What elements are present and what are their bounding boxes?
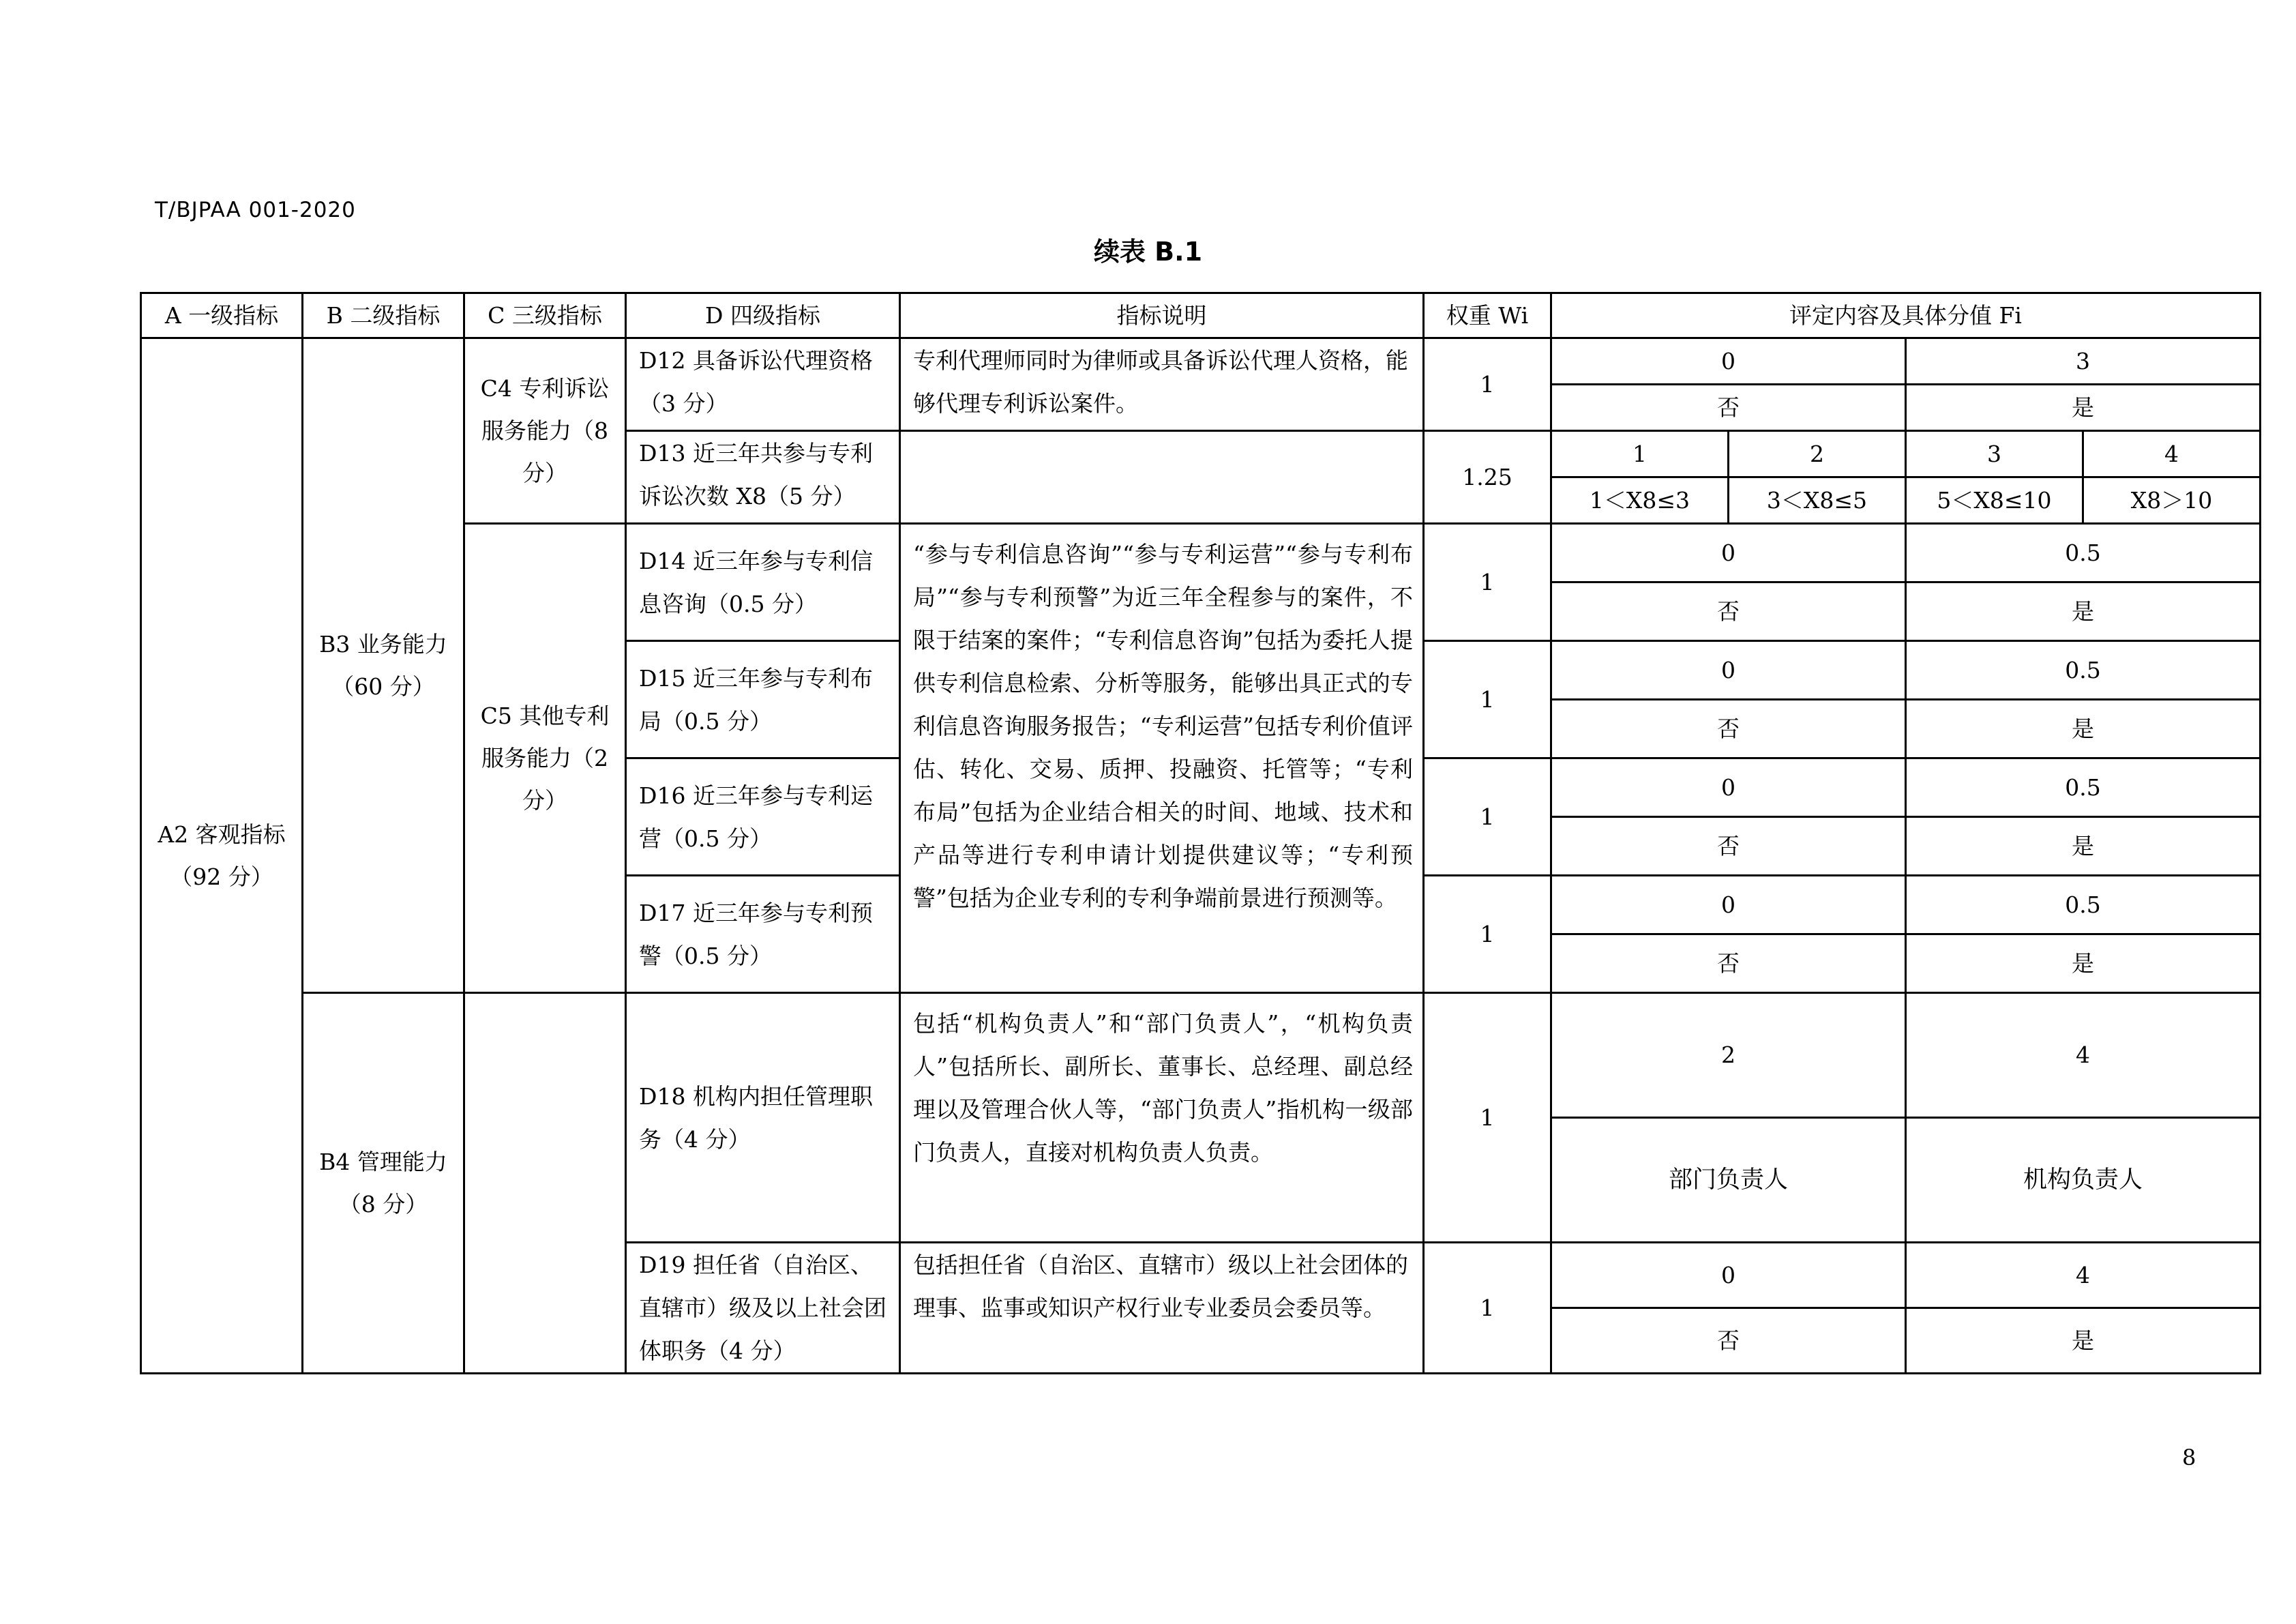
col-c-header: C 三级指标 bbox=[464, 293, 626, 338]
d18-score-1: 4 bbox=[1906, 993, 2261, 1118]
d16-score-1: 0.5 bbox=[1906, 758, 2261, 817]
col-desc-header: 指标说明 bbox=[900, 293, 1424, 338]
d18-score-0: 2 bbox=[1551, 993, 1906, 1118]
d13-score-2: 3 bbox=[1906, 431, 2083, 477]
d13-weight: 1.25 bbox=[1424, 431, 1551, 524]
d12-criterion-1: 是 bbox=[1906, 385, 2261, 431]
d19-weight: 1 bbox=[1424, 1243, 1551, 1374]
table-title: 续表 B.1 bbox=[1093, 237, 1203, 267]
d16-score-0: 0 bbox=[1551, 758, 1906, 817]
d13-score-0: 1 bbox=[1551, 431, 1729, 477]
d15-indicator: D15 近三年参与专利布局（0.5 分） bbox=[626, 641, 900, 758]
col-a-header: A 一级指标 bbox=[141, 293, 303, 338]
d14-weight: 1 bbox=[1424, 524, 1551, 641]
d14-criterion-1: 是 bbox=[1906, 582, 2261, 641]
d19-description: 包括担任省（自治区、直辖市）级以上社会团体的理事、监事或知识产权行业专业委员会委员等。 bbox=[900, 1243, 1424, 1374]
d12-score-0: 0 bbox=[1551, 338, 1906, 385]
evaluation-table bbox=[140, 292, 2261, 1374]
b3-indicator: B3 业务能力（60 分） bbox=[303, 338, 464, 993]
d15-weight: 1 bbox=[1424, 641, 1551, 758]
d19-score-1: 4 bbox=[1906, 1243, 2261, 1308]
d12-description: 专利代理师同时为律师或具备诉讼代理人资格，能够代理专利诉讼案件。 bbox=[900, 338, 1424, 431]
d15-score-0: 0 bbox=[1551, 641, 1906, 700]
document-code: T/BJPAA 001-2020 bbox=[155, 198, 356, 222]
d14-score-1: 0.5 bbox=[1906, 524, 2261, 582]
d17-score-0: 0 bbox=[1551, 876, 1906, 934]
c5-indicator: C5 其他专利服务能力（2 分） bbox=[464, 524, 626, 993]
d13-score-1: 2 bbox=[1729, 431, 1906, 477]
d19-score-0: 0 bbox=[1551, 1243, 1906, 1308]
d14-criterion-0: 否 bbox=[1551, 582, 1906, 641]
page-number: 8 bbox=[2182, 1445, 2196, 1471]
d16-indicator: D16 近三年参与专利运营（0.5 分） bbox=[626, 758, 900, 876]
d15-score-1: 0.5 bbox=[1906, 641, 2261, 700]
d15-criterion-1: 是 bbox=[1906, 700, 2261, 758]
d16-criterion-1: 是 bbox=[1906, 817, 2261, 876]
a2-indicator: A2 客观指标（92 分） bbox=[141, 338, 303, 1374]
d12-indicator: D12 具备诉讼代理资格（3 分） bbox=[626, 338, 900, 431]
d17-indicator: D17 近三年参与专利预警（0.5 分） bbox=[626, 876, 900, 993]
d16-weight: 1 bbox=[1424, 758, 1551, 876]
d18-indicator: D18 机构内担任管理职务（4 分） bbox=[626, 993, 900, 1243]
c5-description: “参与专利信息咨询”“参与专利运营”“参与专利布局”“参与专利预警”为近三年全程参与的案件，不限于结案的案件；“专利信息咨询”包括为委托人提供专利信息检索、分析等服务，能够出具正式的专利信息咨询服务报告；“专利运营”包括专利价值评估、转化、交易、质押、投融资、托管等；“专利布局”包括为企业结合相关的时间、地域、技术和产品等进行专利申请计划提供建议等；“专利预警”包括为企业专利的专利争端前景进行预测等。 bbox=[900, 524, 1424, 993]
d19-criterion-0: 否 bbox=[1551, 1308, 1906, 1374]
d18-description: 包括“机构负责人”和“部门负责人”，“机构负责人”包括所长、副所长、董事长、总经理、副总经理以及管理合伙人等，“部门负责人”指机构一级部门负责人，直接对机构负责人负责。 bbox=[900, 993, 1424, 1243]
table-row bbox=[141, 993, 2261, 1118]
d13-criterion-1: 3＜X8≤5 bbox=[1729, 477, 1906, 524]
d17-criterion-0: 否 bbox=[1551, 934, 1906, 993]
d16-criterion-0: 否 bbox=[1551, 817, 1906, 876]
b4-indicator: B4 管理能力（8 分） bbox=[303, 993, 464, 1374]
d14-indicator: D14 近三年参与专利信息咨询（0.5 分） bbox=[626, 524, 900, 641]
d18-weight: 1 bbox=[1424, 993, 1551, 1243]
c4-indicator: C4 专利诉讼服务能力（8 分） bbox=[464, 338, 626, 524]
c-empty-cell bbox=[464, 993, 626, 1374]
d13-description bbox=[900, 431, 1424, 524]
d13-indicator: D13 近三年共参与专利诉讼次数 X8（5 分） bbox=[626, 431, 900, 524]
col-score-header: 评定内容及具体分值 Fi bbox=[1551, 293, 2261, 338]
col-b-header: B 二级指标 bbox=[303, 293, 464, 338]
d13-criterion-3: X8＞10 bbox=[2083, 477, 2261, 524]
table-row bbox=[141, 338, 2261, 385]
d17-weight: 1 bbox=[1424, 876, 1551, 993]
d18-criterion-1: 机构负责人 bbox=[1906, 1118, 2261, 1243]
header-row bbox=[141, 293, 2261, 338]
d12-criterion-0: 否 bbox=[1551, 385, 1906, 431]
d13-criterion-0: 1＜X8≤3 bbox=[1551, 477, 1729, 524]
d13-criterion-2: 5＜X8≤10 bbox=[1906, 477, 2083, 524]
d15-criterion-0: 否 bbox=[1551, 700, 1906, 758]
d13-score-3: 4 bbox=[2083, 431, 2261, 477]
col-d-header: D 四级指标 bbox=[626, 293, 900, 338]
d19-criterion-1: 是 bbox=[1906, 1308, 2261, 1374]
col-weight-header: 权重 Wi bbox=[1424, 293, 1551, 338]
d12-weight: 1 bbox=[1424, 338, 1551, 431]
d12-score-1: 3 bbox=[1906, 338, 2261, 385]
d18-criterion-0: 部门负责人 bbox=[1551, 1118, 1906, 1243]
d19-indicator: D19 担任省（自治区、直辖市）级及以上社会团体职务（4 分） bbox=[626, 1243, 900, 1374]
d17-criterion-1: 是 bbox=[1906, 934, 2261, 993]
d14-score-0: 0 bbox=[1551, 524, 1906, 582]
d17-score-1: 0.5 bbox=[1906, 876, 2261, 934]
